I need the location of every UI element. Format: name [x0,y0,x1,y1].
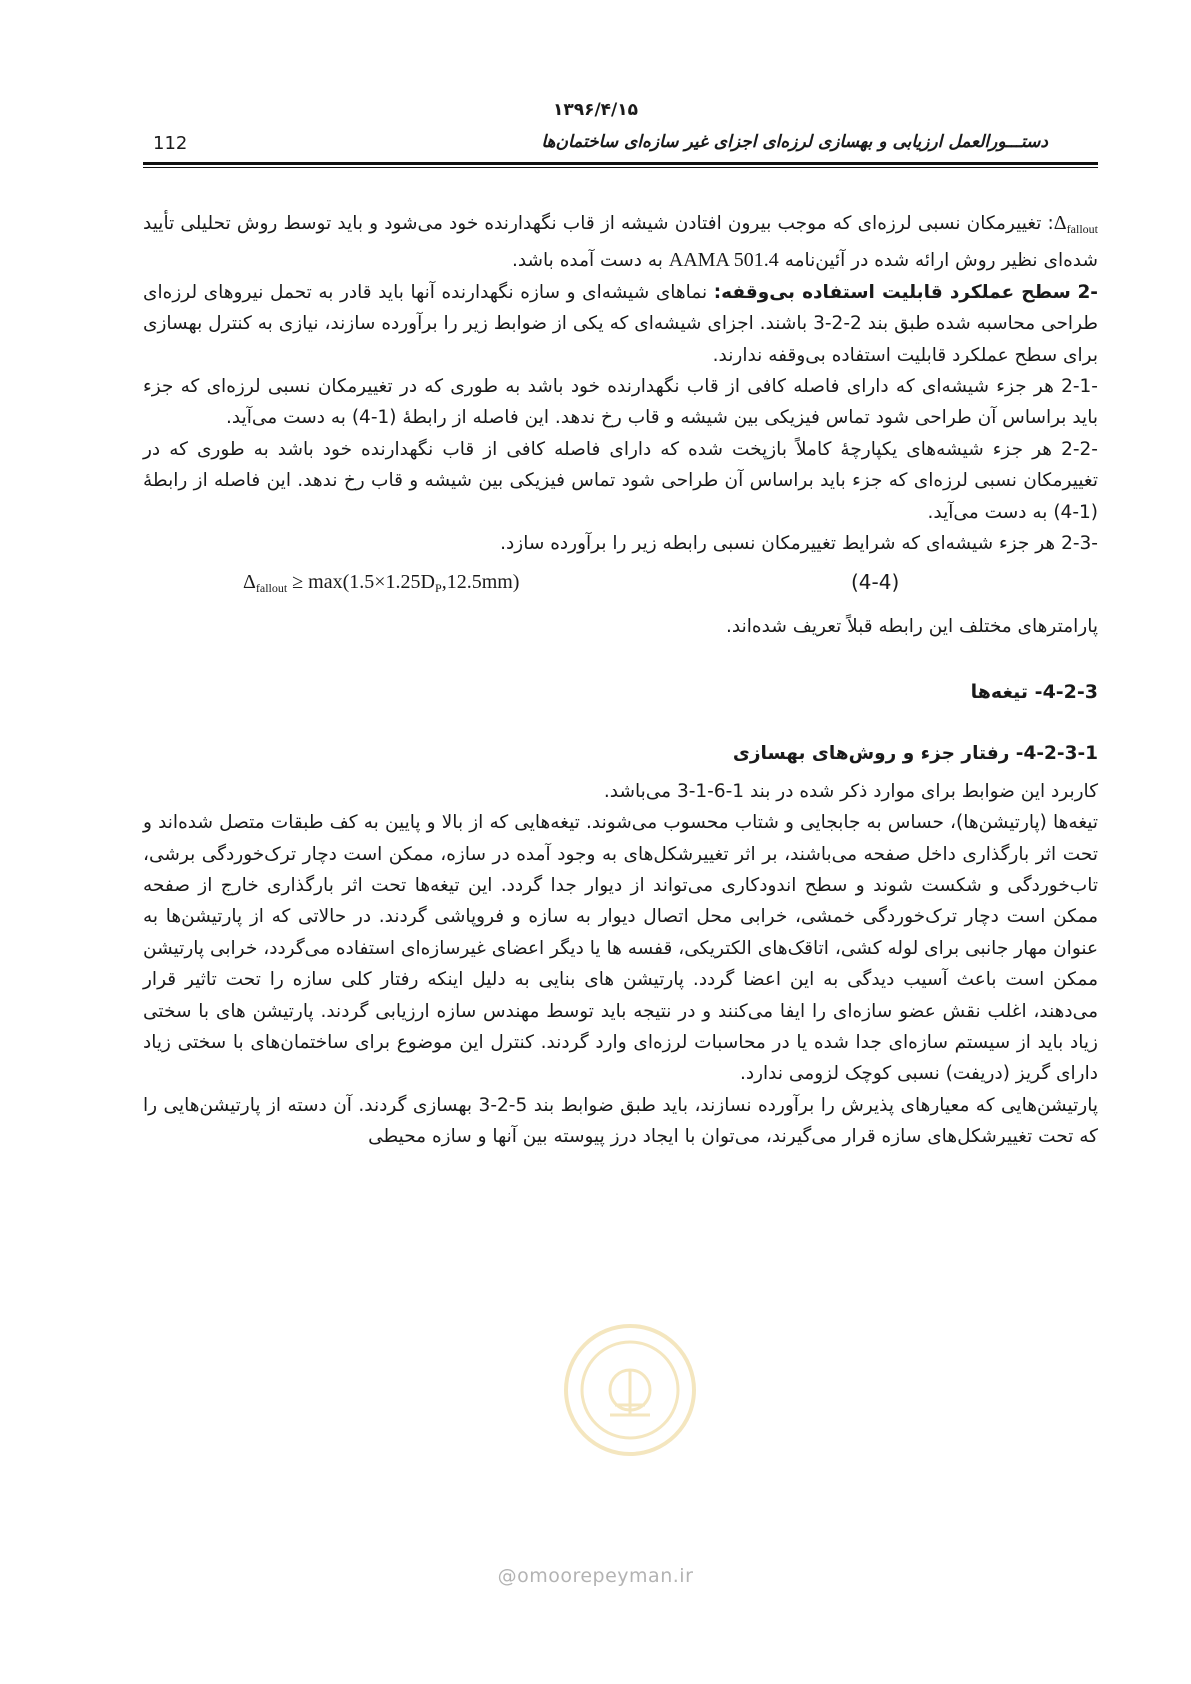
delta-subscript: fallout [1066,222,1098,236]
item-2 [143,277,1098,371]
item-2-3-text: هر جزء شیشه‌ای که شرایط تغییرمکان نسبی رابطه زیر را برآورده سازد. [500,533,1056,555]
partitions-paragraph: تیغه‌ها (پارتیشن‌ها)، حساس به جابجایی و شتاب محسوب می‌شوند. تیغه‌هایی که از بالا و پایین به کف طبقات متصل شده‌اند و تحت اثر بارگذاری داخل صفحه می‌باشند، بر اثر تغییرشکل‌های به وجود آمده در سازه، ممکن است دچار ترک‌خوردگی برشی، تاب‌خوردگی و شکست شوند و سطح اندودکاری می‌تواند از دیوار جدا گردد. این تیغه‌ها تحت اثر بارگذاری خارج از صفحه ممکن است دچار ترک‌خوردگی خمشی، خرابی محل اتصال دیوار به سازه و فروپاشی گردند. در حالاتی که از پارتیشن‌ها به عنوان مهار جانبی برای لوله کشی، اتاقک‌های الکتریکی، قفسه ها یا دیگر اعضای غیرسازه‌ای استفاده می‌گردد، خرابی پارتیشن ممکن است باعث آسیب دیدگی به این اعضا گردد. پارتیشن های بنایی به دلیل اینکه رفتار کلی سازه را تحت تاثیر قرار می‌دهند، اغلب نقش عضو سازه‌ای را ایفا می‌کنند و در نتیجه باید توسط مهندس سازه ارزیابی گردند. پارتیشن های با سختی زیاد باید از سیستم سازه‌ای جدا شده یا در محاسبات لرزه‌ای وارد گردند. کنترل این موضوع برای ساختمان‌های با سختی زیاد دارای گریز (دریفت) نسبی کوچک لزومی ندارد. [143,812,1098,1085]
applicability [143,776,1098,807]
watermark-site: @omoorepeyman.ir [497,1565,694,1587]
item-2-text-b: باشند. اجزای شیشه‌ای که یکی از ضوابط زیر را برآورده سازند، نیازی به کنترل بهسازی برای سطح عملکرد قابلیت استفاده بی‌وقفه ندارند. [143,313,1098,366]
item-2-1-number: 2-1- [1061,376,1098,398]
item-2-number: 2- [1077,281,1098,303]
header-rule-thin [143,167,1098,168]
last-text-b: بهسازی گردند. آن دسته از پارتیشن‌هایی را که تحت تغییرشکل‌های سازه قرار می‌گیرند، می‌توان با ایجاد درز پیوسته بین آنها و سازه محیطی [143,1094,1098,1148]
item-2-2-ref: (4-1) [1053,501,1098,523]
item-2-1-text-a: هر جزء شیشه‌ای که دارای فاصله کافی از قاب نگهدارنده خود باشد به طوری که در تغییرمکان نسبی لرزه‌ای که جزء باید براساس آن طراحی شود تماس فیزیکی بین شیشه و قاب رخ ندهد. این فاصله از رابطهٔ [143,376,1098,429]
body-content [143,208,1098,1153]
equation-4-4 [143,559,1098,611]
last-paragraph [143,1090,1098,1153]
params-note: پارامترهای مختلف این رابطه قبلاً تعریف شده‌اند. [726,616,1098,638]
section-heading: 4-2-3- تیغه‌ها [970,680,1098,703]
document-title: دستـــورالعمل ارزیابی و بهسازی لرزه‌ای اجزای غیر سازه‌ای ساختمان‌ها [541,132,1048,152]
applicability-text-a: کاربرد این ضوابط برای موارد ذکر شده در بند [749,780,1098,802]
item-2-ref: 3-2-2 [813,313,862,335]
item-2-heading: سطح عملکرد قابلیت استفاده بی‌وقفه: [713,281,1071,303]
delta-definition [143,208,1098,277]
equation-number: (4-4) [851,570,900,595]
item-2-2 [143,434,1098,528]
last-ref: 3-2-5 [478,1094,528,1116]
item-2-3 [143,528,1098,559]
equation-expression [243,567,519,604]
header-rule-thick [143,162,1098,165]
item-2-1-text-b: به دست می‌آید. [225,407,346,429]
delta-symbol: Δ [1053,212,1067,234]
subsection-heading: 4-2-3-1- رفتار جزء و روش‌های بهسازی [732,743,1098,765]
delta-text-b: به دست آمده باشد. [511,250,663,272]
applicability-ref: 3-1-6-1 [676,780,745,802]
item-2-2-text-b: به دست می‌آید. [927,501,1048,523]
applicability-text-b: می‌باشد. [603,780,672,802]
item-2-2-number: 2-2- [1061,438,1098,460]
eq-rhs-end: ,12.5mm) [441,571,520,594]
item-2-3-number: 2-3- [1061,533,1098,555]
aama-code: AAMA 501.4 [668,249,779,272]
item-2-text-a: نماهای شیشه‌ای و سازه نگهدارنده آنها باید قادر به تحمل نیروهای لرزه‌ای طراحی محاسبه شده طبق بند [143,281,1099,335]
delta-text-a: : تغییرمکان نسبی لرزه‌ای که موجب بیرون افتادن شیشه از قاب نگهدارنده خود می‌شود و باید توسط روش تحلیلی تأیید شده‌ای نظیر روش ارائه شده در آئین‌نامه [143,213,1098,272]
header-date: ۱۳۹۶/۴/۱۵ [552,100,639,120]
item-2-1-ref: (4-1) [351,407,397,429]
eq-rhs-subscript: P [435,581,442,596]
watermark-seal [560,1320,700,1460]
page-number: 112 [153,133,188,154]
eq-lhs-subscript: fallout [255,581,288,596]
last-text-a: پارتیشن‌هایی که معیارهای پذیرش را برآورده نسازند، باید طبق ضوابط بند [533,1094,1098,1116]
item-2-2-text-a: هر جزء شیشه‌های یکپارچهٔ کاملاً بازپخت شده که دارای فاصله کافی از قاب نگهدارنده خود باشد به طوری که در تغییرمکان نسبی لرزه‌ای که جزء باید براساس آن طراحی شود تماس فیزیکی بین شیشه و قاب رخ ندهد. این فاصله از رابطهٔ [143,438,1098,492]
item-2-1 [143,371,1098,434]
eq-rhs: ≥ max(1.5×1.25D [292,571,435,594]
eq-lhs-symbol: Δ [243,571,256,594]
